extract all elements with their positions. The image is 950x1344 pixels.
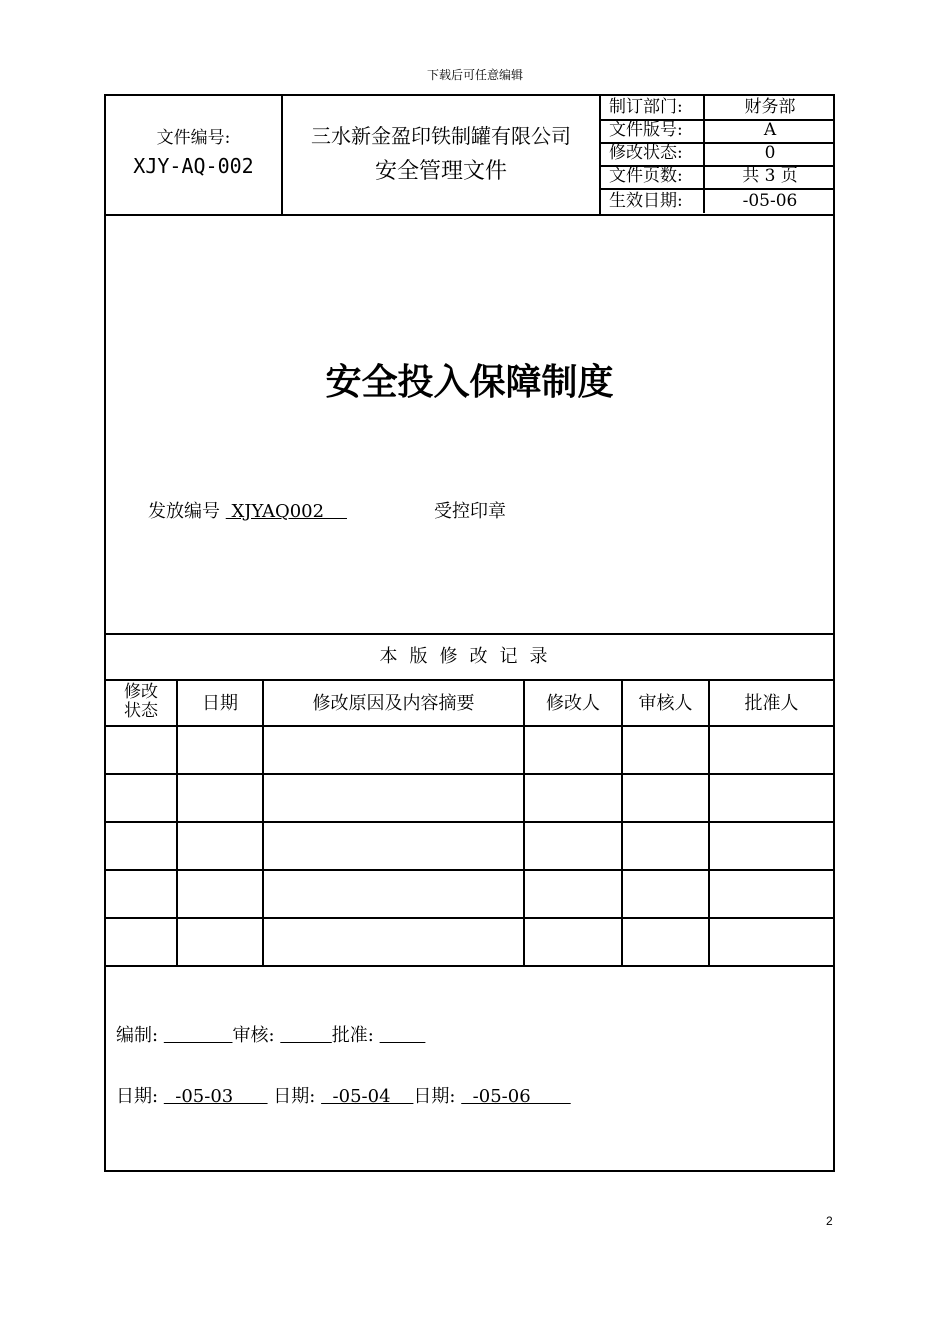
table-cell[interactable] xyxy=(264,871,525,917)
document-title: 安全投入保障制度 xyxy=(325,362,614,403)
table-cell[interactable] xyxy=(525,919,623,965)
table-row xyxy=(106,919,833,967)
col-modifier: 修改人 xyxy=(525,679,623,725)
col-date: 日期 xyxy=(178,679,264,725)
table-cell[interactable] xyxy=(623,775,710,821)
issue-number xyxy=(148,497,347,523)
meta-value: 共 3 页 xyxy=(742,166,798,186)
table-cell[interactable] xyxy=(525,823,623,869)
table-cell[interactable] xyxy=(264,823,525,869)
file-number-block xyxy=(106,96,283,214)
table-cell[interactable] xyxy=(525,871,623,917)
meta-value: 0 xyxy=(764,143,776,163)
meta-key: 修改状态: xyxy=(601,142,705,165)
document-header xyxy=(106,96,833,216)
meta-value: 财务部 xyxy=(744,97,796,117)
col-status-line1: 修改 xyxy=(124,682,158,702)
col-reviewer: 审核人 xyxy=(623,679,710,725)
date-label-3: 日期: xyxy=(413,1086,456,1107)
table-row xyxy=(106,823,833,871)
table-cell[interactable] xyxy=(264,919,525,965)
meta-row-effective-date xyxy=(601,190,833,213)
metadata-table xyxy=(601,96,833,214)
date-label-1: 日期: xyxy=(116,1086,159,1107)
table-cell[interactable] xyxy=(106,727,178,773)
table-cell[interactable] xyxy=(178,727,264,773)
table-cell[interactable] xyxy=(178,919,264,965)
meta-key: 制订部门: xyxy=(601,96,705,119)
table-cell[interactable] xyxy=(264,727,525,773)
meta-row-revision-status xyxy=(601,142,833,167)
approved-field[interactable] xyxy=(380,1025,426,1046)
table-cell[interactable] xyxy=(106,775,178,821)
meta-row-department xyxy=(601,96,833,121)
table-cell[interactable] xyxy=(264,775,525,821)
revision-header-row xyxy=(106,679,833,727)
date-line xyxy=(116,1082,571,1108)
date-field-1[interactable]: -05-03 xyxy=(163,1086,268,1107)
col-approver: 批准人 xyxy=(744,693,799,714)
table-cell[interactable] xyxy=(106,871,178,917)
meta-key: 生效日期: xyxy=(601,190,705,213)
table-cell[interactable] xyxy=(178,823,264,869)
table-row xyxy=(106,727,833,775)
page-number: 2 xyxy=(826,1214,833,1228)
date-field-3[interactable]: -05-06 xyxy=(461,1086,571,1107)
table-cell[interactable] xyxy=(623,823,710,869)
reviewed-field[interactable] xyxy=(280,1025,332,1046)
table-cell[interactable] xyxy=(525,775,623,821)
table-row xyxy=(106,775,833,823)
revision-record-title: 本版修改记录 xyxy=(106,633,833,681)
issue-number-value: XJYAQ002 xyxy=(225,501,347,522)
top-note: 下载后可任意编辑 xyxy=(426,68,523,82)
file-number-label: 文件编号: xyxy=(156,128,231,148)
reviewed-label: 审核: xyxy=(232,1025,275,1046)
control-stamp-label: 受控印章 xyxy=(434,501,506,522)
table-cell[interactable] xyxy=(623,919,710,965)
document-type: 安全管理文件 xyxy=(374,159,507,184)
table-cell[interactable] xyxy=(710,871,833,917)
meta-key: 文件版号: xyxy=(601,119,705,142)
date-label-2: 日期: xyxy=(273,1086,316,1107)
issue-number-label: 发放编号 xyxy=(148,501,220,522)
meta-row-version xyxy=(601,119,833,144)
prepared-label: 编制: xyxy=(116,1025,159,1046)
table-cell[interactable] xyxy=(710,919,833,965)
prepared-field[interactable] xyxy=(164,1025,233,1046)
table-cell[interactable] xyxy=(178,775,264,821)
date-field-2[interactable]: -05-04 xyxy=(321,1086,414,1107)
document-frame xyxy=(104,94,835,1172)
signature-line xyxy=(116,1021,425,1047)
table-cell[interactable] xyxy=(178,871,264,917)
table-cell[interactable] xyxy=(623,727,710,773)
approved-label: 批准: xyxy=(331,1025,374,1046)
table-cell[interactable] xyxy=(525,727,623,773)
meta-value: A xyxy=(763,120,777,140)
table-row xyxy=(106,871,833,919)
table-cell[interactable] xyxy=(710,823,833,869)
table-cell[interactable] xyxy=(106,919,178,965)
meta-key: 文件页数: xyxy=(601,165,705,188)
col-summary: 修改原因及内容摘要 xyxy=(264,679,525,725)
company-block xyxy=(283,96,601,214)
col-status xyxy=(106,679,178,725)
table-cell[interactable] xyxy=(710,775,833,821)
table-cell[interactable] xyxy=(710,727,833,773)
meta-value: -05-06 xyxy=(742,191,798,211)
meta-row-page-count xyxy=(601,165,833,190)
table-cell[interactable] xyxy=(106,823,178,869)
company-name: 三水新金盈印铁制罐有限公司 xyxy=(311,124,571,148)
col-status-line2: 状态 xyxy=(124,701,158,721)
table-cell[interactable] xyxy=(623,871,710,917)
file-number: XJY-AQ-002 xyxy=(133,154,254,178)
